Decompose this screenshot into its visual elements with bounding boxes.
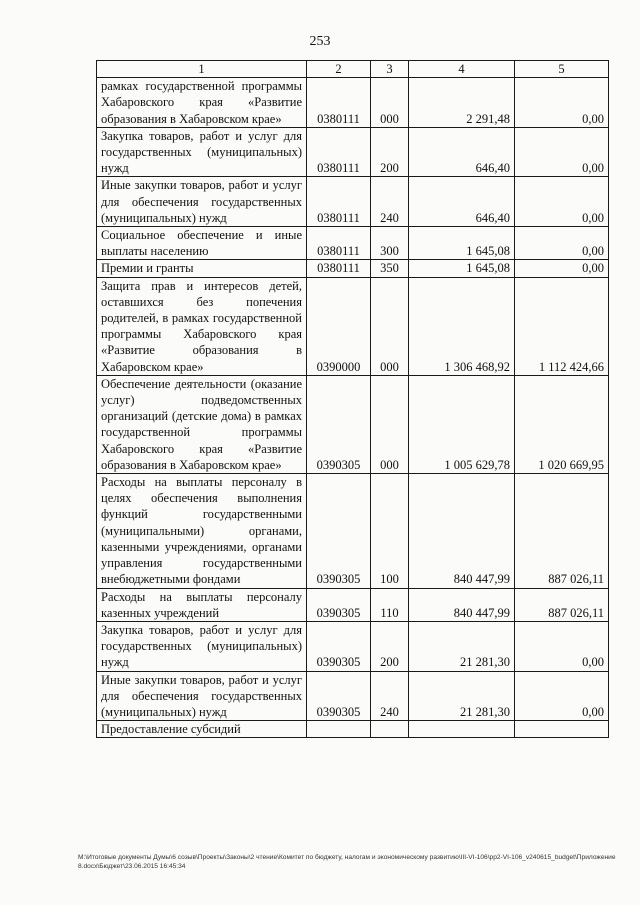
target-code-cell: 0380111 — [307, 260, 371, 277]
amount-col4-cell: 840 447,99 — [409, 474, 515, 588]
document-path-footer: M:\Итоговые документы Думы\6 созыв\Проекты\Законы\2 чтение\Комитет по бюджету, налогам и экономическому развитию\III-VI-106\pp2-VI-106_v240615_budget\Приложение8.docx\Бюджет\23.06.2015 16:45:34 — [78, 854, 616, 870]
target-code-cell: 0390305 — [307, 671, 371, 721]
row-name-cell: Предоставление субсидий — [97, 721, 307, 738]
row-name-cell: Расходы на выплаты персоналу в целях обеспечения выполнения функций государственными (муниципальными) органами, казенными учреждениями, органами управления государственными внебюджетными фондами — [97, 474, 307, 588]
target-code-cell: 0390305 — [307, 588, 371, 621]
amount-col5-cell: 0,00 — [515, 260, 609, 277]
row-name-cell: Расходы на выплаты персоналу казенных учреждений — [97, 588, 307, 621]
table-row — [97, 78, 609, 128]
amount-col4-cell: 21 281,30 — [409, 621, 515, 671]
table-row — [97, 260, 609, 277]
expense-type-cell: 100 — [371, 474, 409, 588]
expense-type-cell: 240 — [371, 177, 409, 227]
amount-col4-cell: 1 005 629,78 — [409, 375, 515, 473]
amount-col5-cell: 0,00 — [515, 621, 609, 671]
target-code-cell: 0380111 — [307, 127, 371, 177]
amount-col4-cell — [409, 721, 515, 738]
amount-col4-cell: 646,40 — [409, 177, 515, 227]
expense-type-cell: 000 — [371, 375, 409, 473]
amount-col5-cell: 1 112 424,66 — [515, 277, 609, 375]
amount-col5-cell: 0,00 — [515, 127, 609, 177]
amount-col5-cell: 1 020 669,95 — [515, 375, 609, 473]
budget-table-container — [96, 60, 608, 738]
table-row — [97, 375, 609, 473]
row-name-cell: Защита прав и интересов детей, оставшихся без попечения родителей, в рамках государственной программы Хабаровского края «Развитие образования в Хабаровском крае» — [97, 277, 307, 375]
column-header-5: 5 — [515, 61, 609, 78]
amount-col4-cell: 646,40 — [409, 127, 515, 177]
budget-table — [96, 60, 609, 738]
amount-col5-cell: 887 026,11 — [515, 588, 609, 621]
table-row — [97, 621, 609, 671]
row-name-cell: Закупка товаров, работ и услуг для государственных (муниципальных) нужд — [97, 621, 307, 671]
amount-col4-cell: 1 645,08 — [409, 227, 515, 260]
column-header-3: 3 — [371, 61, 409, 78]
target-code-cell: 0390305 — [307, 621, 371, 671]
table-row — [97, 588, 609, 621]
table-row — [97, 721, 609, 738]
expense-type-cell: 000 — [371, 78, 409, 128]
amount-col5-cell: 0,00 — [515, 78, 609, 128]
table-row — [97, 474, 609, 588]
amount-col4-cell: 21 281,30 — [409, 671, 515, 721]
target-code-cell — [307, 721, 371, 738]
row-name-cell: Социальное обеспечение и иные выплаты населению — [97, 227, 307, 260]
table-row — [97, 671, 609, 721]
target-code-cell: 0380111 — [307, 177, 371, 227]
amount-col4-cell: 840 447,99 — [409, 588, 515, 621]
page-number: 253 — [309, 34, 331, 49]
table-row — [97, 227, 609, 260]
expense-type-cell: 240 — [371, 671, 409, 721]
table-header-row — [97, 61, 609, 78]
row-name-cell: Закупка товаров, работ и услуг для государственных (муниципальных) нужд — [97, 127, 307, 177]
amount-col4-cell: 1 306 468,92 — [409, 277, 515, 375]
amount-col4-cell: 1 645,08 — [409, 260, 515, 277]
target-code-cell: 0390000 — [307, 277, 371, 375]
amount-col4-cell: 2 291,48 — [409, 78, 515, 128]
amount-col5-cell: 0,00 — [515, 177, 609, 227]
row-name-cell: Обеспечение деятельности (оказание услуг) подведомственных организаций (детские дома) в рамках государственной программы Хабаровского края «Развитие образования в Хабаровском крае» — [97, 375, 307, 473]
expense-type-cell: 200 — [371, 621, 409, 671]
expense-type-cell: 000 — [371, 277, 409, 375]
target-code-cell: 0390305 — [307, 474, 371, 588]
amount-col5-cell: 0,00 — [515, 671, 609, 721]
expense-type-cell: 200 — [371, 127, 409, 177]
row-name-cell: Премии и гранты — [97, 260, 307, 277]
column-header-1: 1 — [97, 61, 307, 78]
row-name-cell: рамках государственной программы Хабаровского края «Развитие образования в Хабаровском крае» — [97, 78, 307, 128]
column-header-2: 2 — [307, 61, 371, 78]
table-row — [97, 277, 609, 375]
row-name-cell: Иные закупки товаров, работ и услуг для обеспечения государственных (муниципальных) нужд — [97, 177, 307, 227]
expense-type-cell — [371, 721, 409, 738]
table-row — [97, 177, 609, 227]
expense-type-cell: 350 — [371, 260, 409, 277]
table-row — [97, 127, 609, 177]
amount-col5-cell — [515, 721, 609, 738]
target-code-cell: 0390305 — [307, 375, 371, 473]
target-code-cell: 0380111 — [307, 78, 371, 128]
table-body — [97, 78, 609, 738]
row-name-cell: Иные закупки товаров, работ и услуг для обеспечения государственных (муниципальных) нужд — [97, 671, 307, 721]
amount-col5-cell: 887 026,11 — [515, 474, 609, 588]
target-code-cell: 0380111 — [307, 227, 371, 260]
amount-col5-cell: 0,00 — [515, 227, 609, 260]
expense-type-cell: 110 — [371, 588, 409, 621]
expense-type-cell: 300 — [371, 227, 409, 260]
column-header-4: 4 — [409, 61, 515, 78]
